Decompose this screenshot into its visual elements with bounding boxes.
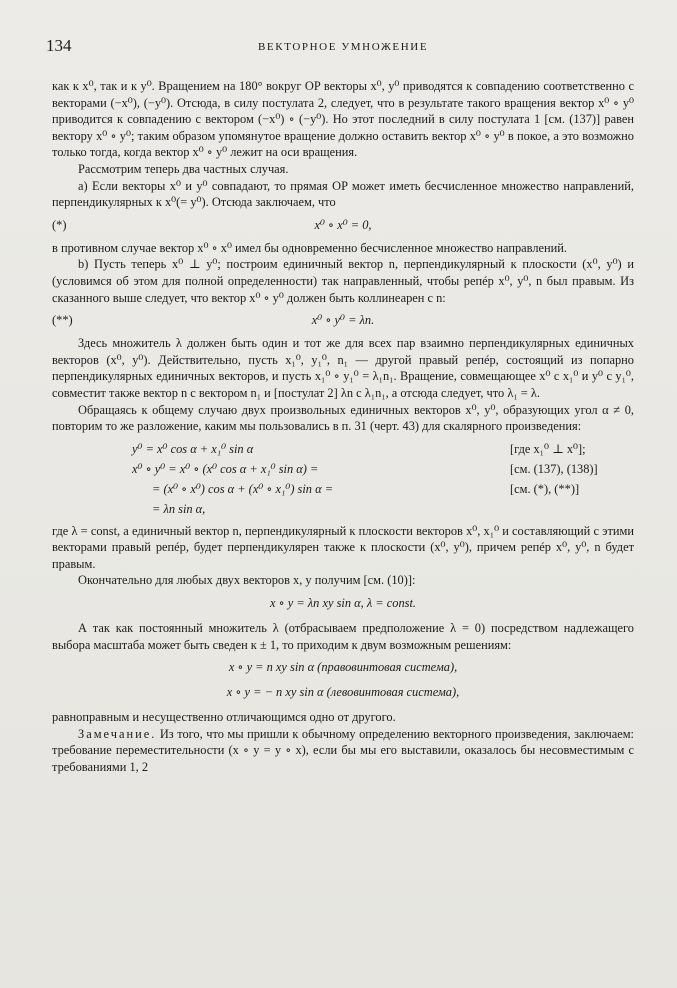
derivation-note-1: [где x₁⁰ ⊥ x⁰]; <box>510 441 586 456</box>
remark-text: Из того, что мы пришли к обычному определению векторного произведения, заключаем: требование переместительности (x ∘ y = y ∘ x), если бы мы его выставили, оказалось бы несовместимым с требованиями 1, 2 <box>52 726 634 775</box>
final-equation: x ∘ y = λn xy sin α, λ = const. <box>269 596 416 611</box>
paragraph-remark <box>52 726 634 776</box>
paragraph-lambda-constant: Здесь множитель λ должен быть один и тот же для всех пар взаимно перпендикулярных единичных векторов (x⁰, y⁰). Действительно, пусть x₁⁰, y₁⁰, n₁ — другой правый репéр, состоящий из попарно перпендикулярных единичных векторов, и пусть x₁⁰ ∘ y₁⁰ = λ₁n₁. Вращение, совмещающее x⁰ с x₁⁰ и y⁰ с y₁⁰, совместит также вектор n с вектором n₁ и [постулат 2] λn с λ₁n₁, а отсюда следует, что λ₁ = λ. <box>52 336 634 400</box>
derivation-note-3: [см. (*), (**)] <box>510 481 580 496</box>
derivation-note-2: [см. (137), (138)] <box>510 461 598 476</box>
remark-heading: Замечание. <box>78 726 157 741</box>
derivation-line-3: = (x⁰ ∘ x⁰) cos α + (x⁰ ∘ x₁⁰) sin α = <box>152 481 334 496</box>
page-number: 134 <box>46 36 72 55</box>
page-header <box>46 36 626 58</box>
paragraph-rotation-argument: как к x⁰, так и к y⁰. Вращением на 180° вокруг OP векторы x⁰, y⁰ приводятся к совпадению соответственно с векторами (−x⁰), (−y⁰). Отсюда, в силу постулата 2, следует, что в результате такого вращения вектор x⁰ ∘ y⁰ приводится к совпадению с вектором (−x⁰) ∘ (−y⁰). Но этот последний в силу постулата 1 [см. (137)] равен вектору x⁰ ∘ y⁰; таким образом упомянутое вращение должно оставить вектор x⁰ ∘ y⁰ в покое, а это возможно только тогда, когда вектор x⁰ ∘ y⁰ лежит на оси вращения. <box>52 79 634 160</box>
left-handed-solution: x ∘ y = − n xy sin α (левовинтовая система), <box>226 685 460 700</box>
equation-double-star-label: (**) <box>52 313 73 328</box>
paragraph-contrary-case: в противном случае вектор x⁰ ∘ x⁰ имел бы одновременно бесчисленное множество направлений. <box>52 240 568 255</box>
equation-double-star <box>52 310 634 331</box>
equation-star-body: x⁰ ∘ x⁰ = 0, <box>314 217 372 232</box>
derivation-line-1: y⁰ = x⁰ cos α + x₁⁰ sin α <box>132 441 254 456</box>
equation-star <box>52 215 634 236</box>
right-handed-solution: x ∘ y = n xy sin α (правовинтовая система), <box>228 660 458 675</box>
page-body <box>52 78 634 776</box>
paragraph-two-cases: Рассмотрим теперь два частных случая. <box>78 161 289 176</box>
paragraph-general-case: Обращаясь к общему случаю двух произвольных единичных векторов x⁰, y⁰, образующих угол α ≠ 0, повторим то же разложение, каким мы пользовались в п. 31 (черт. 43) для скалярного произведения: <box>52 402 634 434</box>
derivation-line-4: = λn sin α, <box>152 501 206 516</box>
paragraph-where-lambda: где λ = const, а единичный вектор n, перпендикулярный к плоскости векторов x⁰, x₁⁰ и составляющий с этими векторами правый репéр, будет перпендикулярен также к плоскости (x⁰, y⁰), причем репéр x⁰, y⁰, n будет правым. <box>52 523 634 571</box>
paragraph-finally: Окончательно для любых двух векторов x, y получим [см. (10)]: <box>78 573 416 588</box>
paragraph-case-a: a) Если векторы x⁰ и y⁰ совпадают, то прямая OP может иметь бесчисленное множество направлений, перпендикулярных к x⁰(= y⁰). Отсюда заключаем, что <box>52 178 634 210</box>
equation-star-label: (*) <box>52 217 67 232</box>
equation-double-star-body: x⁰ ∘ y⁰ = λn. <box>311 313 375 328</box>
derivation-block <box>52 441 634 519</box>
paragraph-scale-choice: А так как постоянный множитель λ (отбрасываем предположение λ = 0) посредством надлежащего выбора масштаба может быть сведен к ± 1, то приходим к двум возможным решениям: <box>52 621 634 652</box>
paragraph-equivalent: равноправным и несущественно отличающимся одно от другого. <box>52 710 396 725</box>
paragraph-case-b: b) Пусть теперь x⁰ ⊥ y⁰; построим единичный вектор n, перпендикулярный к плоскости (x⁰, y⁰) и (условимся об этом для полной определенности) так направленный, чтобы репéр x⁰, y⁰, n был правым. Из сказанного выше следует, что вектор x⁰ ∘ y⁰ должен быть коллинеарен с n: <box>52 257 634 305</box>
derivation-line-2: x⁰ ∘ y⁰ = x⁰ ∘ (x⁰ cos α + x₁⁰ sin α) = <box>132 461 319 476</box>
running-title: ВЕКТОРНОЕ УМНОЖЕНИЕ <box>258 41 429 53</box>
